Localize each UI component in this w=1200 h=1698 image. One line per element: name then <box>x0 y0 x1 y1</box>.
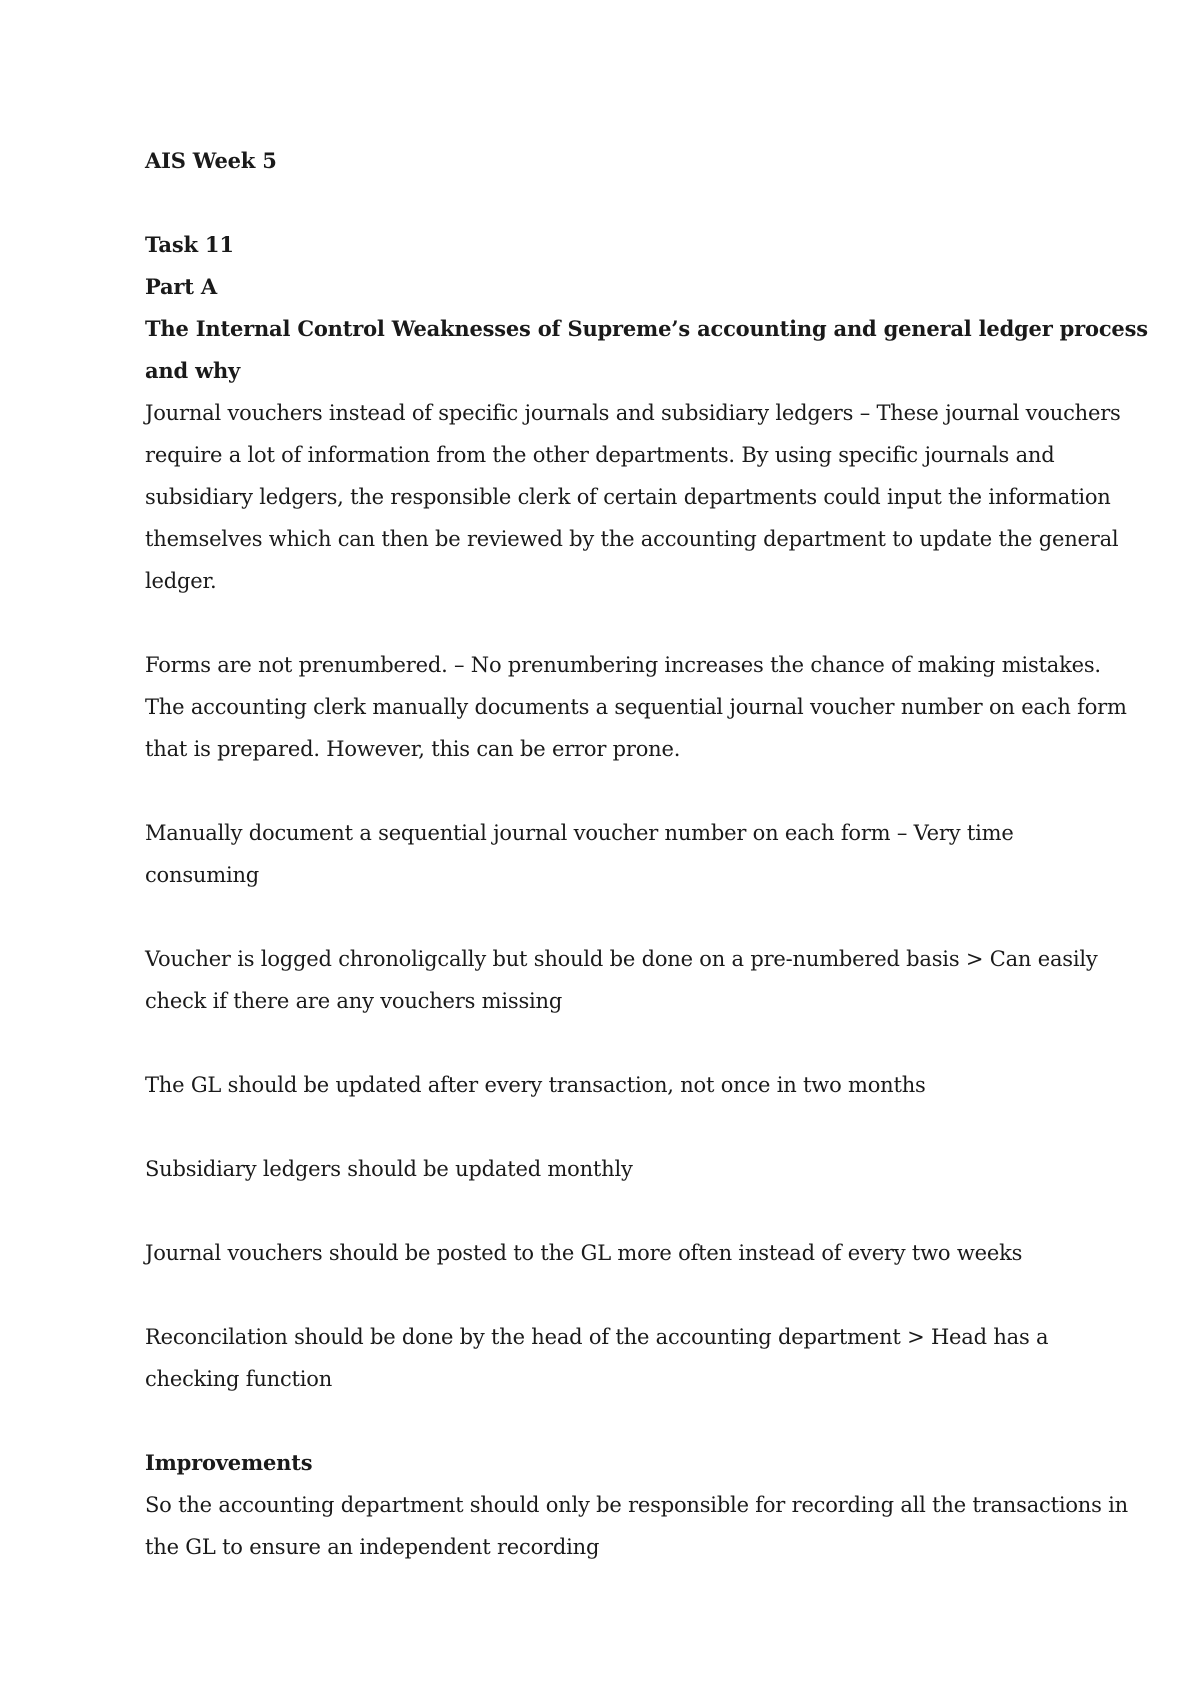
paragraph-line: Journal vouchers should be posted to the GL more often instead of every two weeks <box>145 1241 1023 1265</box>
paragraph-line: So the accounting department should only be responsible for recording all the transactions in <box>145 1493 1129 1517</box>
spacer <box>145 182 1085 224</box>
section-title-line-2: and why <box>145 358 241 383</box>
paragraph-line: Journal vouchers instead of specific journals and subsidiary ledgers – These journal vouchers <box>145 401 1121 425</box>
section-title-line-1: The Internal Control Weaknesses of Supreme’s accounting and general ledger process <box>145 316 1148 341</box>
paragraph-line: themselves which can then be reviewed by the accounting department to update the general <box>145 527 1119 551</box>
paragraph-line: Manually document a sequential journal voucher number on each form – Very time <box>145 821 1014 845</box>
spacer <box>145 1022 1085 1064</box>
paragraph-line: require a lot of information from the other departments. By using specific journals and <box>145 443 1055 467</box>
part-heading: Part A <box>145 274 218 299</box>
paragraph-improvements <box>145 1484 1129 1568</box>
paragraph-manual-documentation <box>145 812 1085 896</box>
paragraph-line: that is prepared. However, this can be error prone. <box>145 737 681 761</box>
paragraph-subsidiary-ledgers <box>145 1148 1085 1190</box>
paragraph-line: checking function <box>145 1367 333 1391</box>
paragraph-reconciliation <box>145 1316 1085 1400</box>
improvements-heading: Improvements <box>145 1450 313 1475</box>
spacer <box>145 1106 1085 1148</box>
spacer <box>145 1400 1085 1442</box>
spacer <box>145 1274 1085 1316</box>
paragraph-posting-frequency <box>145 1232 1085 1274</box>
spacer <box>145 770 1085 812</box>
paragraph-line: ledger. <box>145 569 217 593</box>
paragraph-line: check if there are any vouchers missing <box>145 989 563 1013</box>
document-page <box>145 140 1148 1568</box>
spacer <box>145 896 1085 938</box>
task-heading: Task 11 <box>145 232 234 257</box>
paragraph-line: The accounting clerk manually documents a sequential journal voucher number on each form <box>145 695 1127 719</box>
spacer <box>145 602 1085 644</box>
paragraph-voucher-logging <box>145 938 1098 1022</box>
paragraph-gl-update <box>145 1064 1085 1106</box>
spacer <box>145 1190 1085 1232</box>
document-title: AIS Week 5 <box>145 148 277 173</box>
paragraph-line: Voucher is logged chronoligcally but should be done on a pre-numbered basis > Can easily <box>145 947 1098 971</box>
paragraph-line: consuming <box>145 863 260 887</box>
paragraph-line: Reconcilation should be done by the head of the accounting department > Head has a <box>145 1325 1049 1349</box>
paragraph-line: Subsidiary ledgers should be updated monthly <box>145 1157 633 1181</box>
paragraph-journal-vouchers <box>145 392 1121 602</box>
paragraph-line: The GL should be updated after every transaction, not once in two months <box>145 1073 926 1097</box>
paragraph-line: the GL to ensure an independent recording <box>145 1535 600 1559</box>
paragraph-prenumbering <box>145 644 1127 770</box>
paragraph-line: subsidiary ledgers, the responsible clerk of certain departments could input the information <box>145 485 1111 509</box>
paragraph-line: Forms are not prenumbered. – No prenumbering increases the chance of making mistakes. <box>145 653 1101 677</box>
